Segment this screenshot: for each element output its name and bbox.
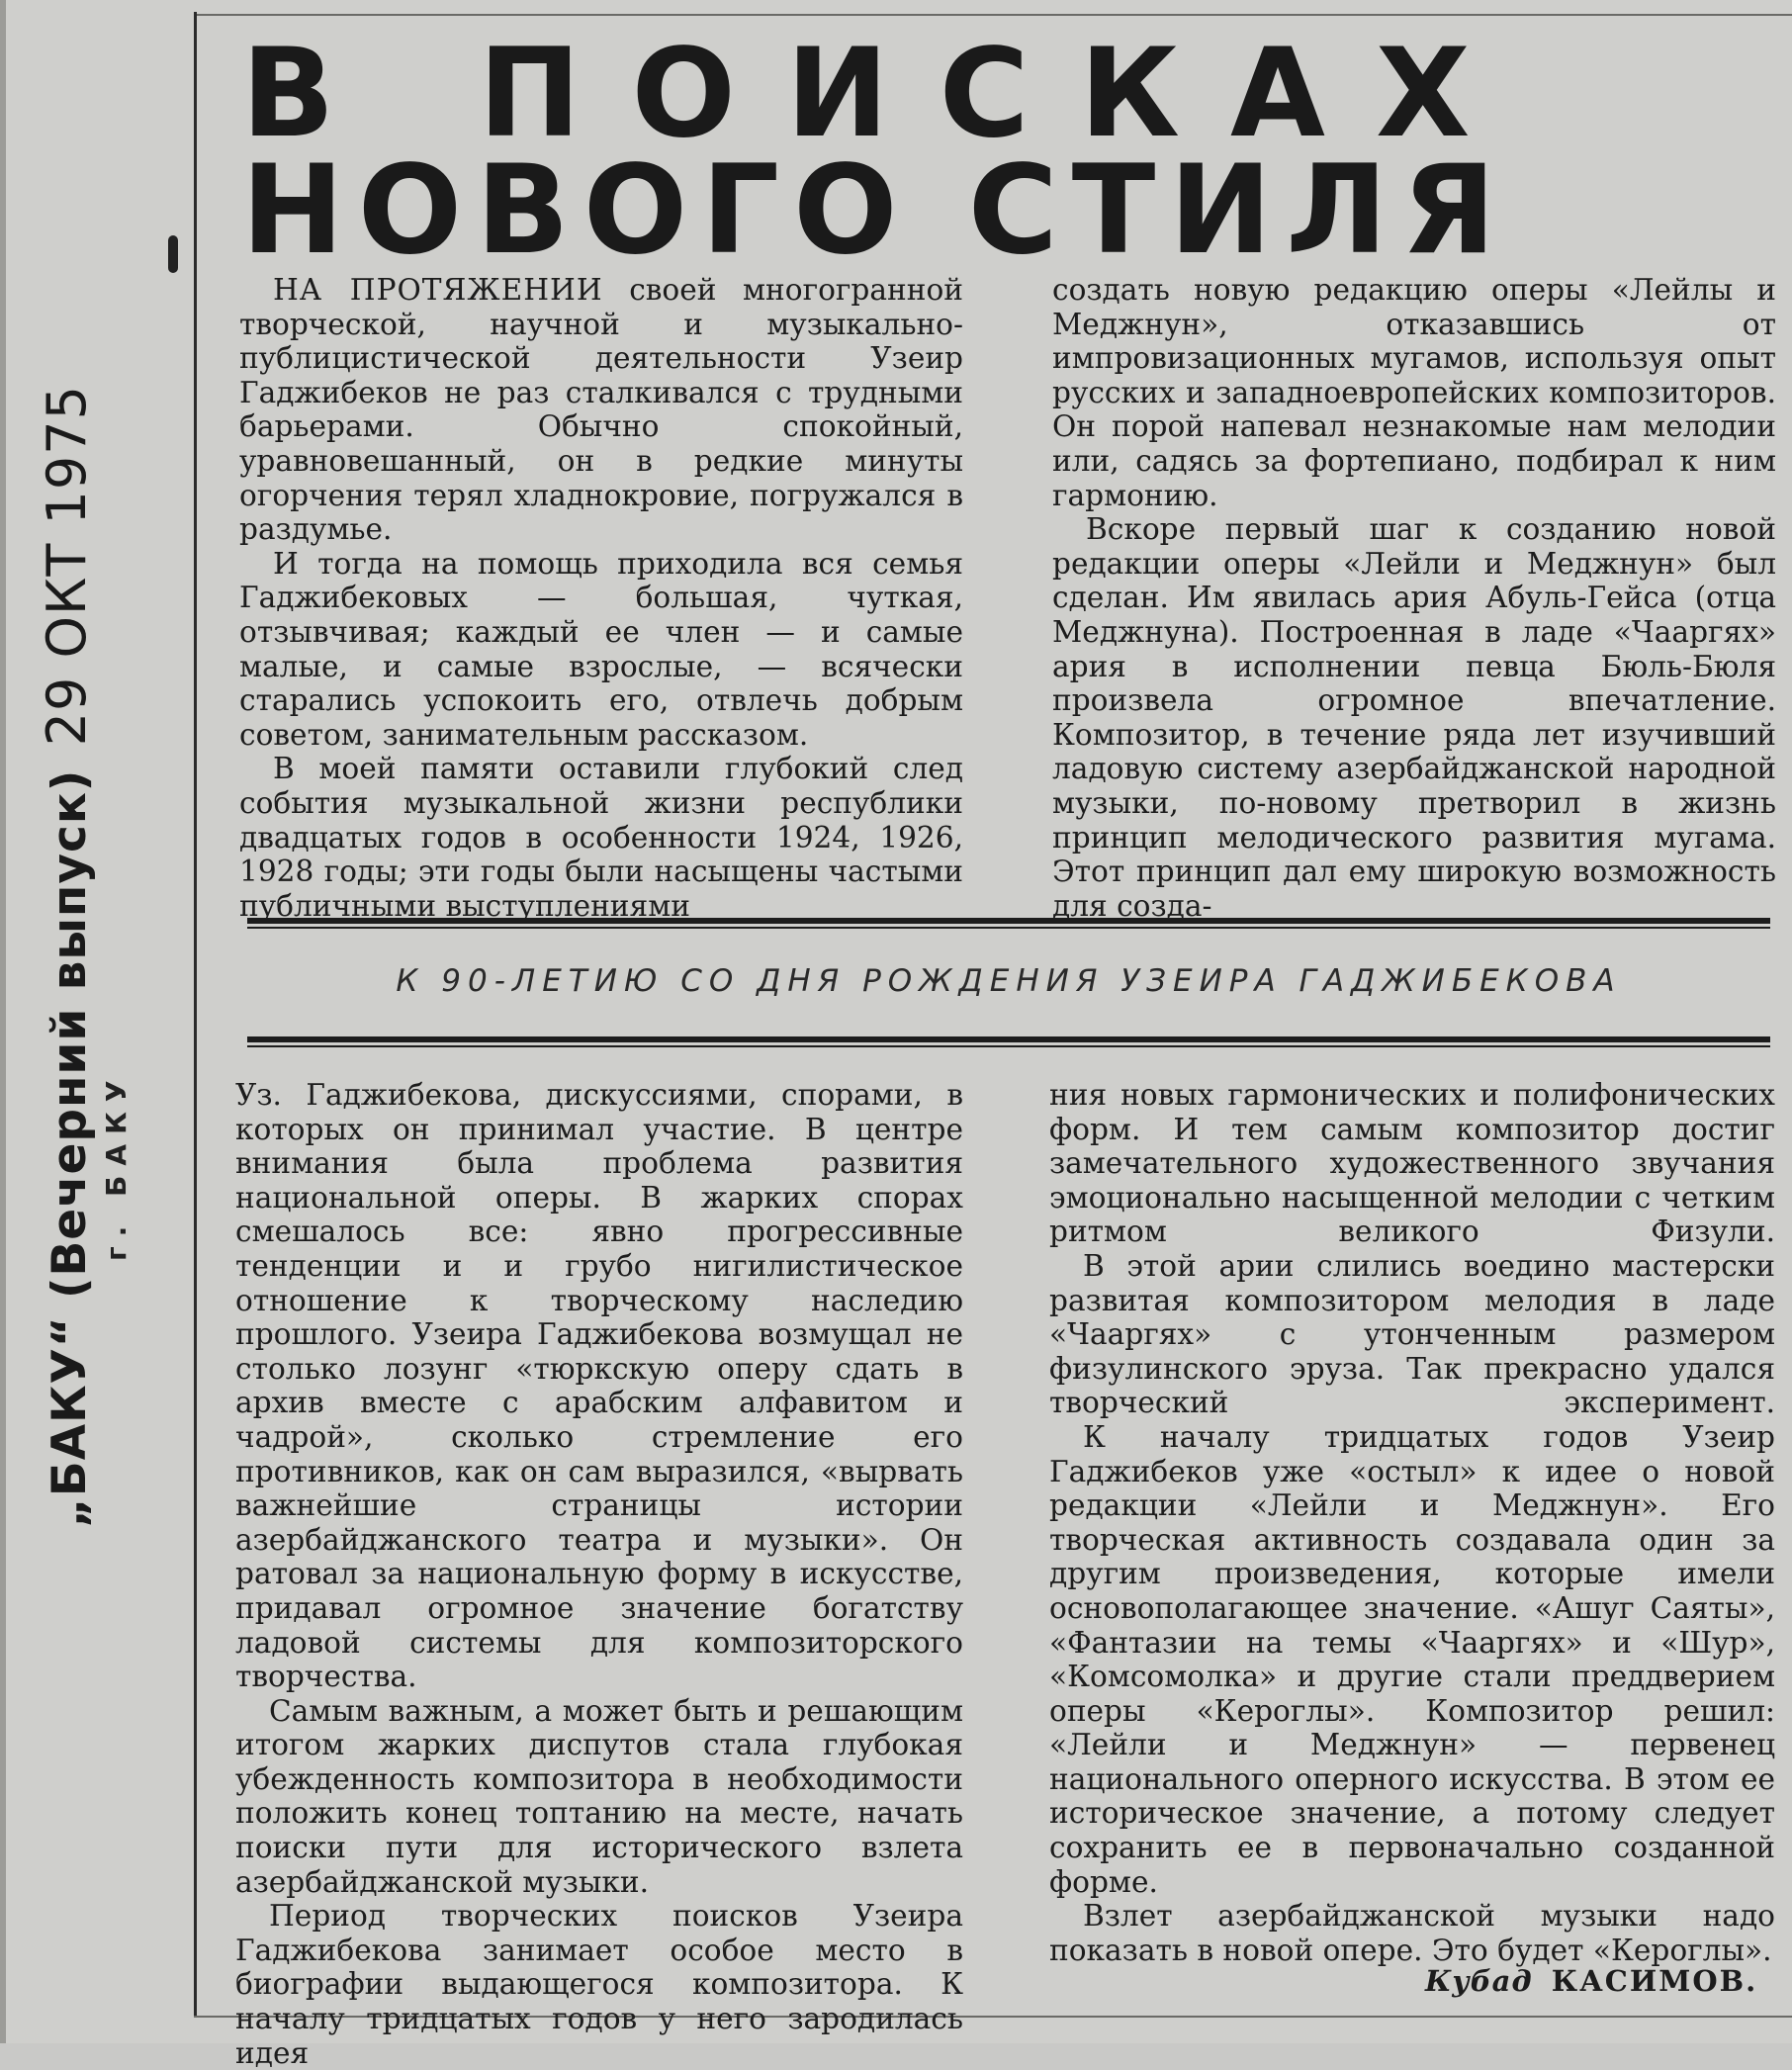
column-top-right xyxy=(1052,273,1776,923)
author-signature xyxy=(1425,1964,1757,1998)
paragraph: В моей памяти оставили глубокий след события музыкальной жизни республики двадцатых годов в особенности 1924, 1926, 1928 годы; эти годы были насыщены частыми публичными выступлениями xyxy=(239,752,963,923)
paragraph xyxy=(239,273,963,547)
author-last-name: КАСИМОВ. xyxy=(1551,1964,1758,1998)
paragraph-text: своей многогранной творческой, научной и музыкально-публицистической деятельности Узеир Гаджибеков не раз сталкивался с трудными барьерами. Обычно спокойный, уравновешанный, он в редкие минуты огорчения терял хладнокровие, погружался в раздумье. xyxy=(239,273,963,547)
section-divider-top xyxy=(247,918,1770,929)
paragraph: ния новых гармонических и полифонических форм. И тем самым композитор достиг замечательного художественного звучания эмоционально насыщенной мелодии с четким ритмом великого Физули. xyxy=(1049,1078,1775,1249)
paragraph: К началу тридцатых годов Узеир Гаджибеков уже «остыл» к идее о новой редакции «Лейли и Меджнун». Его творческая активность создавала один за другим произведения, которые имели основополагающее значение. «Ашуг Саяты», «Фантазии на темы «Чааргях» и «Шур», «Комсомолка» и другие стали преддверием оперы «Кероглы». Композитор решил: «Лейли и Меджнун» — первенец национального оперного искусства. В этом ее историческое значение, а потому следует сохранить ее в первоначально созданной форме. xyxy=(1049,1419,1775,1899)
lead-in-caps: НА ПРОТЯЖЕНИИ xyxy=(273,273,603,307)
headline-line-2: НОВОГО СТИЛЯ xyxy=(241,139,1510,282)
stamp-source: „БАКУ“ (Вечерний выпуск) xyxy=(43,768,97,1528)
ink-mark xyxy=(168,235,178,273)
column-bottom-right xyxy=(1049,1078,1775,1967)
paragraph: Период творческих поисков Узеира Гаджибекова занимает особое место в биографии выдающегося композитора. К началу тридцатых годов у него зародилась идея xyxy=(235,1899,963,2070)
article-headline xyxy=(241,23,1784,282)
paragraph: Взлет азербайджанской музыки надо показать в новой опере. Это будет «Кероглы». xyxy=(1049,1899,1775,1967)
paragraph: Вскоре первый шаг к созданию новой редакции оперы «Лейли и Меджнун» был сделан. Им явилась ария Абуль-Гейса (отца Меджнуна). Построенная в ладе «Чааргях» ария в исполнении певца Бюль-Бюля произвела огромное впечатление. Композитор, в течение ряда лет изучивший ладовую систему азербайджанской народной музыки, по-новому претворил в жизнь принцип мелодического развития мугама. Этот принцип дал ему широкую возможность для созда- xyxy=(1052,512,1776,923)
section-divider-bottom xyxy=(247,1036,1770,1047)
margin-rule xyxy=(194,12,197,2018)
column-bottom-left xyxy=(235,1078,963,2070)
column-top-left xyxy=(239,273,963,923)
clipping-stamp xyxy=(36,385,133,1528)
stamp-city: г. БАКУ xyxy=(100,1070,133,1261)
rubric: К 90-ЛЕТИЮ СО ДНЯ РОЖДЕНИЯ УЗЕИРА ГАДЖИБЕКОВА xyxy=(396,963,1622,999)
author-first-name: Кубад xyxy=(1425,1964,1533,1998)
stamp-source-line xyxy=(36,385,98,1528)
top-border-rule xyxy=(194,14,1792,16)
paragraph: Самым важным, а может быть и решающим итогом жарких диспутов стала глубокая убежденность композитора в необходимости положить конец топтанию на месте, начать поиски пути для исторического взлета азербайджанской музыки. xyxy=(235,1693,963,1899)
stamp-date: 29 ОКТ 1975 xyxy=(36,385,98,747)
paragraph: И тогда на помощь приходила вся семья Гаджибековых — большая, чуткая, отзывчивая; каждый ее член — и самые малые, и самые взрослые, — всячески старались успокоить его, отвлечь добрым советом, занимательным рассказом. xyxy=(239,546,963,752)
paragraph: В этой арии слились воедино мастерски развитая композитором мелодия в ладе «Чааргях» с утонченным размером физулинского эруза. Так прекрасно удался творческий эксперимент. xyxy=(1049,1248,1775,1420)
headline-line-1: В ПОИСКАХ xyxy=(241,23,1521,165)
paragraph: Уз. Гаджибекова, дискуссиями, спорами, в которых он принимал участие. В центре внимания была проблема развития национальной оперы. В жарких спорах смешалось все: явно прогрессивные тенденции и и грубо нигилистическое отношение к творческому наследию прошлого. Узеира Гаджибекова возмущал не столько лозунг «тюркскую оперу сдать в архив вместе с арабским алфавитом и чадрой», сколько стремление его противников, как он сам выразился, «вырвать важнейшие страницы истории азербайджанского театра и музыки». Он ратовал за национальную форму в искусстве, придавал огромное значение богатству ладовой системы для композиторского творчества. xyxy=(235,1078,963,1694)
paragraph: создать новую редакцию оперы «Лейлы и Меджнун», отказавшись от импровизационных мугамов, используя опыт русских и западноевропейских композиторов. Он порой напевал незнакомые нам мелодии или, садясь за фортепиано, подбирал к ним гармонию. xyxy=(1052,273,1776,512)
